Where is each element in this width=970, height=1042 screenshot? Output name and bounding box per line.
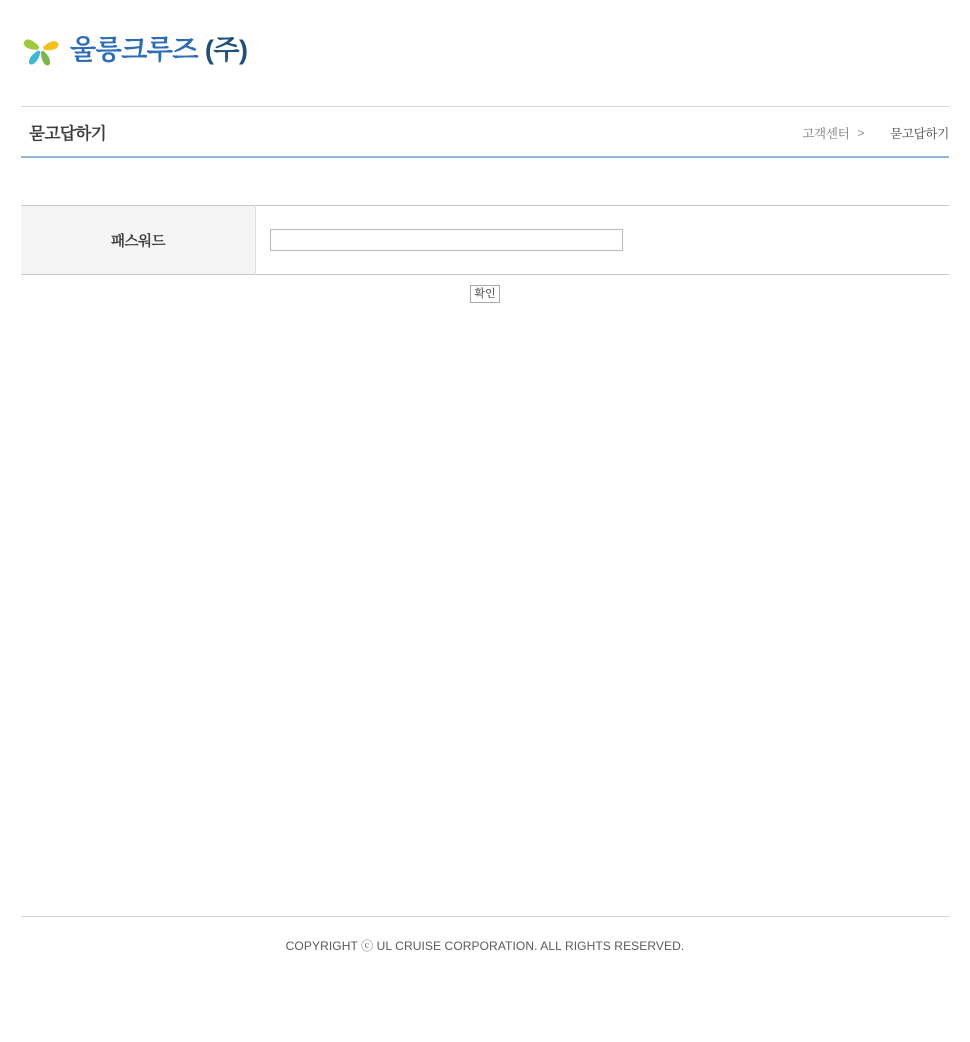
site-footer (0, 916, 970, 954)
site-header (0, 0, 970, 106)
breadcrumb-parent[interactable]: 고객센터 (802, 127, 850, 141)
copyright-text: COPYRIGHT ⓒ UL CRUISE CORPORATION. ALL RIGHTS RESERVED. (285, 939, 685, 953)
brand-name-suffix: (주) (197, 34, 248, 65)
breadcrumb (802, 124, 949, 142)
brand-name-main: 울릉크루즈 (70, 34, 198, 65)
brand-name (70, 34, 248, 65)
site-logo-link[interactable] (21, 28, 248, 72)
page-titlebar (21, 106, 949, 158)
password-label: 패스워드 (21, 206, 256, 275)
pinwheel-flower-icon (21, 28, 61, 72)
footer-divider (21, 916, 949, 917)
password-input[interactable] (270, 229, 623, 251)
submit-button[interactable]: 확인 (470, 285, 500, 303)
table-row (21, 206, 949, 275)
form-actions (21, 285, 949, 303)
password-field-cell (256, 206, 950, 275)
page-title: 묻고답하기 (29, 125, 107, 143)
main-content (21, 205, 949, 905)
breadcrumb-current: 묻고답하기 (890, 127, 949, 141)
breadcrumb-separator-icon: > (857, 126, 865, 140)
password-form-table (21, 205, 949, 275)
